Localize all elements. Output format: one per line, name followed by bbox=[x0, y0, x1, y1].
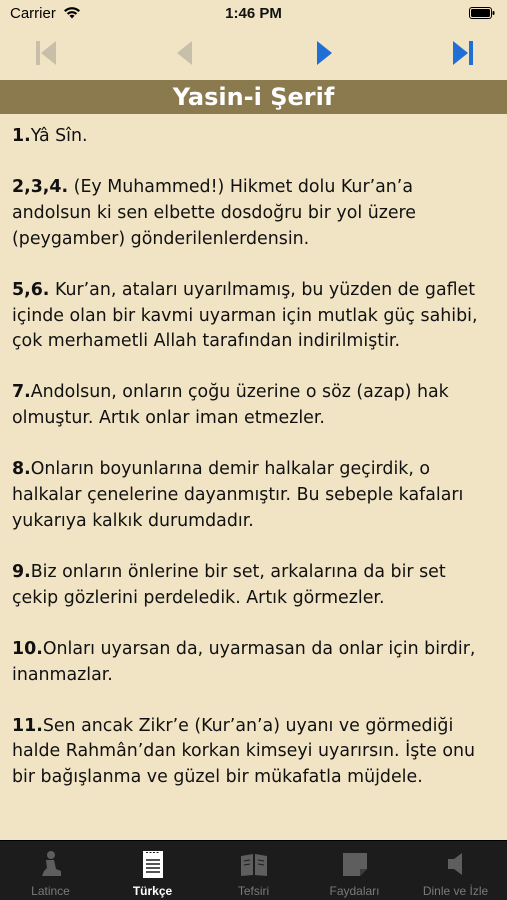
verse-8 bbox=[12, 714, 495, 791]
tab-tefsiri[interactable] bbox=[203, 841, 304, 900]
status-bar bbox=[0, 0, 507, 28]
verse-number: 7. bbox=[12, 382, 31, 403]
play-forward-icon[interactable] bbox=[309, 38, 339, 68]
praying-person-icon bbox=[36, 849, 66, 879]
verse-number: 10. bbox=[12, 638, 43, 659]
verse-list[interactable] bbox=[0, 114, 507, 840]
verse-number: 11. bbox=[12, 715, 43, 736]
note-icon bbox=[340, 849, 370, 879]
verse-text: Onların boyunlarına demir halkalar geçirdik, o halkalar çenelerine dayanmıştır. Bu sebeple kafaları yukarıya kalkık durumdadır. bbox=[12, 459, 464, 531]
carrier-label: Carrier bbox=[10, 5, 56, 22]
verse-4 bbox=[12, 380, 495, 431]
tab-label: Faydaları bbox=[329, 884, 380, 898]
tab-label: Türkçe bbox=[132, 884, 173, 898]
skip-to-end-icon[interactable] bbox=[448, 38, 478, 68]
verse-3 bbox=[12, 278, 495, 355]
page-title: Yasin-i Şerif bbox=[0, 80, 507, 114]
skip-to-start-icon[interactable] bbox=[32, 38, 62, 68]
verse-7 bbox=[12, 637, 495, 688]
verse-1 bbox=[12, 124, 495, 150]
tab-faydalari[interactable] bbox=[304, 841, 405, 900]
verse-5 bbox=[12, 457, 495, 534]
verse-number: 2,3,4. bbox=[12, 177, 69, 198]
verse-text: Kur’an, ataları uyarılmamış, bu yüzden de gaflet içinde olan bir kavmi uyarman için mutlak güç sahibi, çok merhametli Allah tarafından indirilmiştir. bbox=[12, 279, 478, 352]
verse-text: Onları uyarsan da, uyarmasan da onlar için birdir, inanmazlar. bbox=[12, 638, 476, 685]
verse-number: 1. bbox=[12, 126, 31, 146]
verse-number: 8. bbox=[12, 459, 31, 480]
verse-text: Yâ Sîn. bbox=[30, 126, 88, 146]
tab-label: Latince bbox=[31, 884, 70, 898]
verse-text: Andolsun, onların çoğu üzerine o söz (azap) hak olmuştur. Artık onlar iman etmezler. bbox=[12, 382, 449, 429]
verse-6 bbox=[12, 560, 495, 611]
tab-label: Dinle ve İzle bbox=[422, 884, 489, 898]
verse-2 bbox=[12, 175, 495, 252]
tab-turkce[interactable] bbox=[102, 841, 203, 900]
tab-latince[interactable] bbox=[0, 841, 101, 900]
open-book-icon bbox=[239, 849, 269, 879]
verse-text: (Ey Muhammed!) Hikmet dolu Kur’an’a andolsun ki sen elbette dosdoğru bir yol üzere (peygamber) gönderilenlerdensin. bbox=[12, 177, 417, 249]
navigation-toolbar bbox=[0, 28, 507, 80]
tab-dinle-ve-izle[interactable] bbox=[405, 841, 506, 900]
verse-number: 9. bbox=[12, 561, 31, 582]
verse-text: Sen ancak Zikr’e (Kur’an’a) uyanı ve görmediği halde Rahmân’dan korkan kimseyi uyarırsın. İşte onu bir bağışlanma ve güzel bir mükafatla müjdele. bbox=[12, 715, 476, 788]
play-backward-icon[interactable] bbox=[171, 38, 201, 68]
notepad-icon bbox=[138, 849, 168, 879]
speaker-icon bbox=[441, 849, 471, 879]
tab-bar bbox=[0, 840, 507, 900]
tab-label: Tefsiri bbox=[237, 884, 270, 898]
battery-icon bbox=[469, 7, 495, 19]
verse-number: 5,6. bbox=[12, 279, 50, 300]
verse-text: Biz onların önlerine bir set, arkalarına da bir set çekip gözlerini perdeledik. Artık görmezler. bbox=[12, 561, 446, 608]
clock: 1:46 PM bbox=[225, 5, 282, 22]
